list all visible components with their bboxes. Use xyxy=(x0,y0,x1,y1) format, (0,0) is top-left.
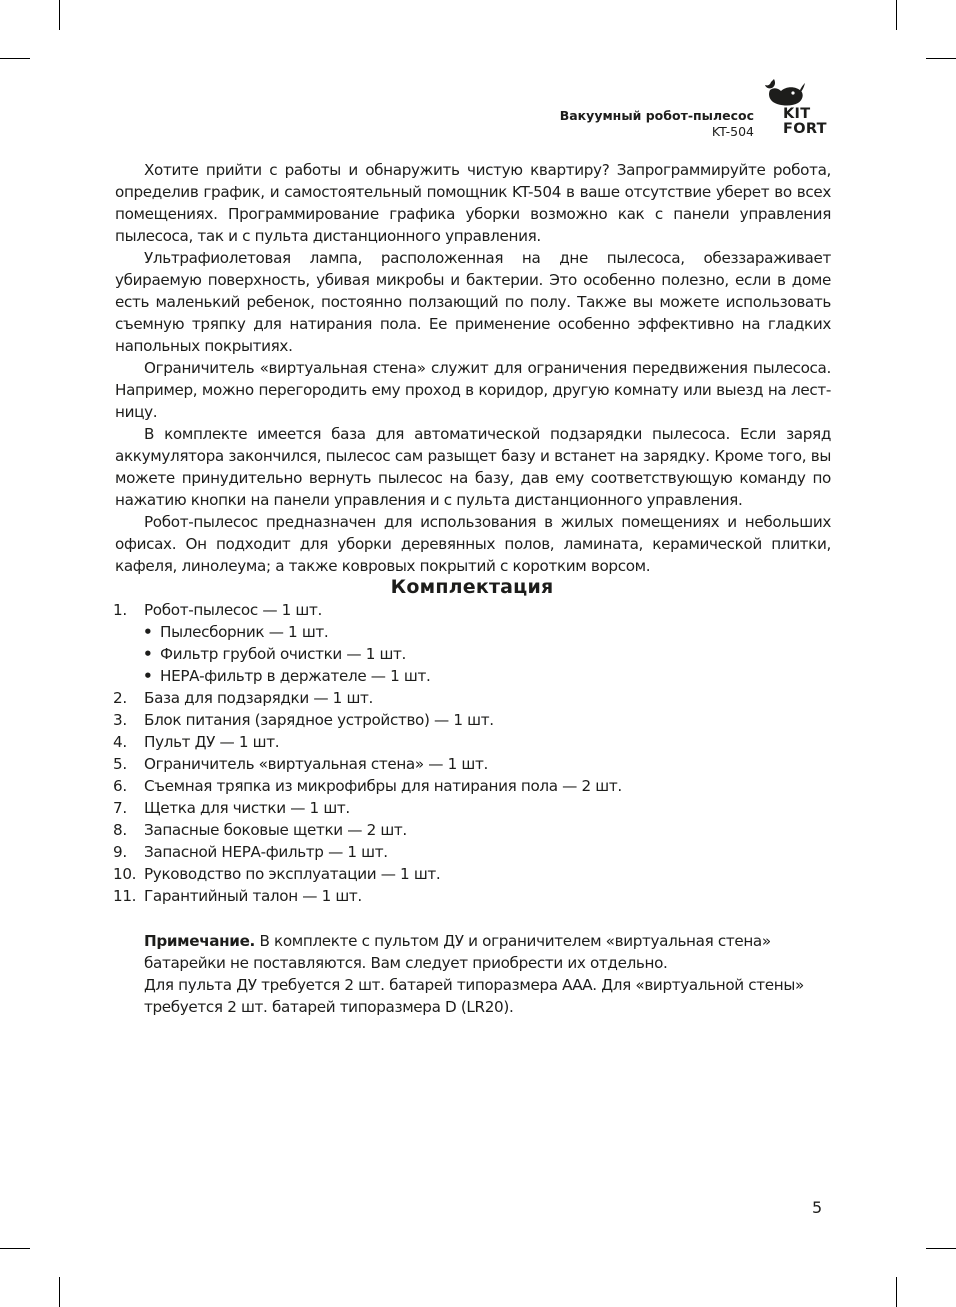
list-item xyxy=(113,709,833,731)
bullet: • xyxy=(143,623,153,641)
list-number: 10. xyxy=(113,865,137,883)
list-item xyxy=(113,775,833,797)
bullet: • xyxy=(143,667,153,685)
crop-mark xyxy=(0,58,30,59)
list-number: 11. xyxy=(113,887,137,905)
list-item xyxy=(113,731,833,753)
list-number: 9. xyxy=(113,843,127,861)
list-number: 1. xyxy=(113,601,127,619)
list-text: База для подзарядки — 1 шт. xyxy=(144,689,373,707)
kitfort-logo xyxy=(764,78,834,140)
whale-icon xyxy=(764,78,806,108)
list-text: Пылесборник — 1 шт. xyxy=(160,623,329,641)
paragraph: Робот-пылесос предназначен для использования в жилых помещениях и небольших офисах. Он подходит для уборки деревянных полов, ламината, керамической плитки, кафеля, линолеума; а также ковровых покрытий с коротким ворсом. xyxy=(115,513,831,575)
list-item xyxy=(113,819,833,841)
sub-list-item xyxy=(113,665,833,687)
list-item xyxy=(113,885,833,907)
logo-text: KIT FORT xyxy=(783,106,827,137)
product-model: KT-504 xyxy=(711,124,754,139)
list-text: Пульт ДУ — 1 шт. xyxy=(144,733,280,751)
list-item xyxy=(113,687,833,709)
list-number: 7. xyxy=(113,799,127,817)
sub-list-item xyxy=(113,621,833,643)
bullet: • xyxy=(143,645,153,663)
list-text: Ограничитель «виртуальная стена» — 1 шт. xyxy=(144,755,488,773)
list-text: Фильтр грубой очистки — 1 шт. xyxy=(160,645,407,663)
note-text: В комплекте с пультом ДУ и ограничителем «виртуальная стена» батарейки не поставляются. Вам следует приобрести их отдельно. xyxy=(144,932,771,972)
page-header xyxy=(560,108,754,140)
crop-mark xyxy=(59,1277,60,1307)
list-number: 6. xyxy=(113,777,127,795)
contents-list xyxy=(113,599,833,907)
list-text: Руководство по эксплуатации — 1 шт. xyxy=(144,865,441,883)
list-number: 2. xyxy=(113,689,127,707)
note-block xyxy=(144,930,818,1018)
list-item xyxy=(113,599,833,621)
paragraph: Ограничитель «виртуальная стена» служит для ограничения передвижения пылесоса. Например, можно перегородить ему проход в коридор, другую комнату или выезд на лест-ницу. xyxy=(115,359,831,421)
list-item xyxy=(113,841,833,863)
list-text: Гарантийный талон — 1 шт. xyxy=(144,887,362,905)
paragraph: Ультрафиолетовая лампа, расположенная на дне пылесоса, обеззараживает убираемую поверхность, убивая микробы и бактерии. Это особенно полезно, если в доме есть маленький ребенок, постоянно ползающий по полу. Также вы можете использовать съемную тряпку для натирания пола. Ее применение особенно эффективно на гладких напольных покрытиях. xyxy=(115,249,831,355)
list-item xyxy=(113,863,833,885)
list-text: Запасной НЕРА-фильтр — 1 шт. xyxy=(144,843,388,861)
crop-mark xyxy=(0,1248,30,1249)
list-item xyxy=(113,753,833,775)
product-title: Вакуумный робот-пылесос xyxy=(559,108,754,123)
list-number: 5. xyxy=(113,755,127,773)
list-number: 4. xyxy=(113,733,127,751)
list-text: Щетка для чистки — 1 шт. xyxy=(144,799,350,817)
section-title: Комплектация xyxy=(390,576,554,598)
sub-list-item xyxy=(113,643,833,665)
list-text: НЕРА-фильтр в держателе — 1 шт. xyxy=(160,667,431,685)
list-text: Съемная тряпка из микрофибры для натирания пола — 2 шт. xyxy=(144,777,622,795)
list-text: Запасные боковые щетки — 2 шт. xyxy=(144,821,407,839)
crop-mark xyxy=(926,58,956,59)
paragraph: Хотите прийти с работы и обнаружить чистую квартиру? Запрограммируйте робота, определив график, и самостоятельный помощник KT-504 в ваше отсутствие уберет во всех помещениях. Программирование графика уборки возможно как с панели управления пылесоса, так и с пульта дистанционного управления. xyxy=(115,161,831,245)
list-text: Робот-пылесос — 1 шт. xyxy=(144,601,322,619)
list-number: 3. xyxy=(113,711,127,729)
intro-text xyxy=(115,159,831,577)
page-number: 5 xyxy=(812,1198,823,1217)
paragraph: В комплекте имеется база для автоматической подзарядки пылесоса. Если заряд аккумулятора закончился, пылесос сам разыщет базу и встанет на зарядку. Кроме того, вы можете принудительно вернуть пылесос на базу, дав ему соответствующую команду по нажатию кнопки на панели управления и с пульта дистанционного управления. xyxy=(115,425,831,509)
crop-mark xyxy=(926,1248,956,1249)
crop-mark xyxy=(896,1277,897,1307)
crop-mark xyxy=(59,0,60,30)
note-paragraph: Для пульта ДУ требуется 2 шт. батарей типоразмера ААА. Для «виртуальной стены» требуется 2 шт. батарей типоразмера D (LR20). xyxy=(144,976,804,1016)
crop-mark xyxy=(896,0,897,30)
list-text: Блок питания (зарядное устройство) — 1 шт. xyxy=(144,711,494,729)
list-number: 8. xyxy=(113,821,127,839)
note-paragraph xyxy=(144,930,818,974)
list-item xyxy=(113,797,833,819)
note-label: Примечание. xyxy=(144,932,255,950)
